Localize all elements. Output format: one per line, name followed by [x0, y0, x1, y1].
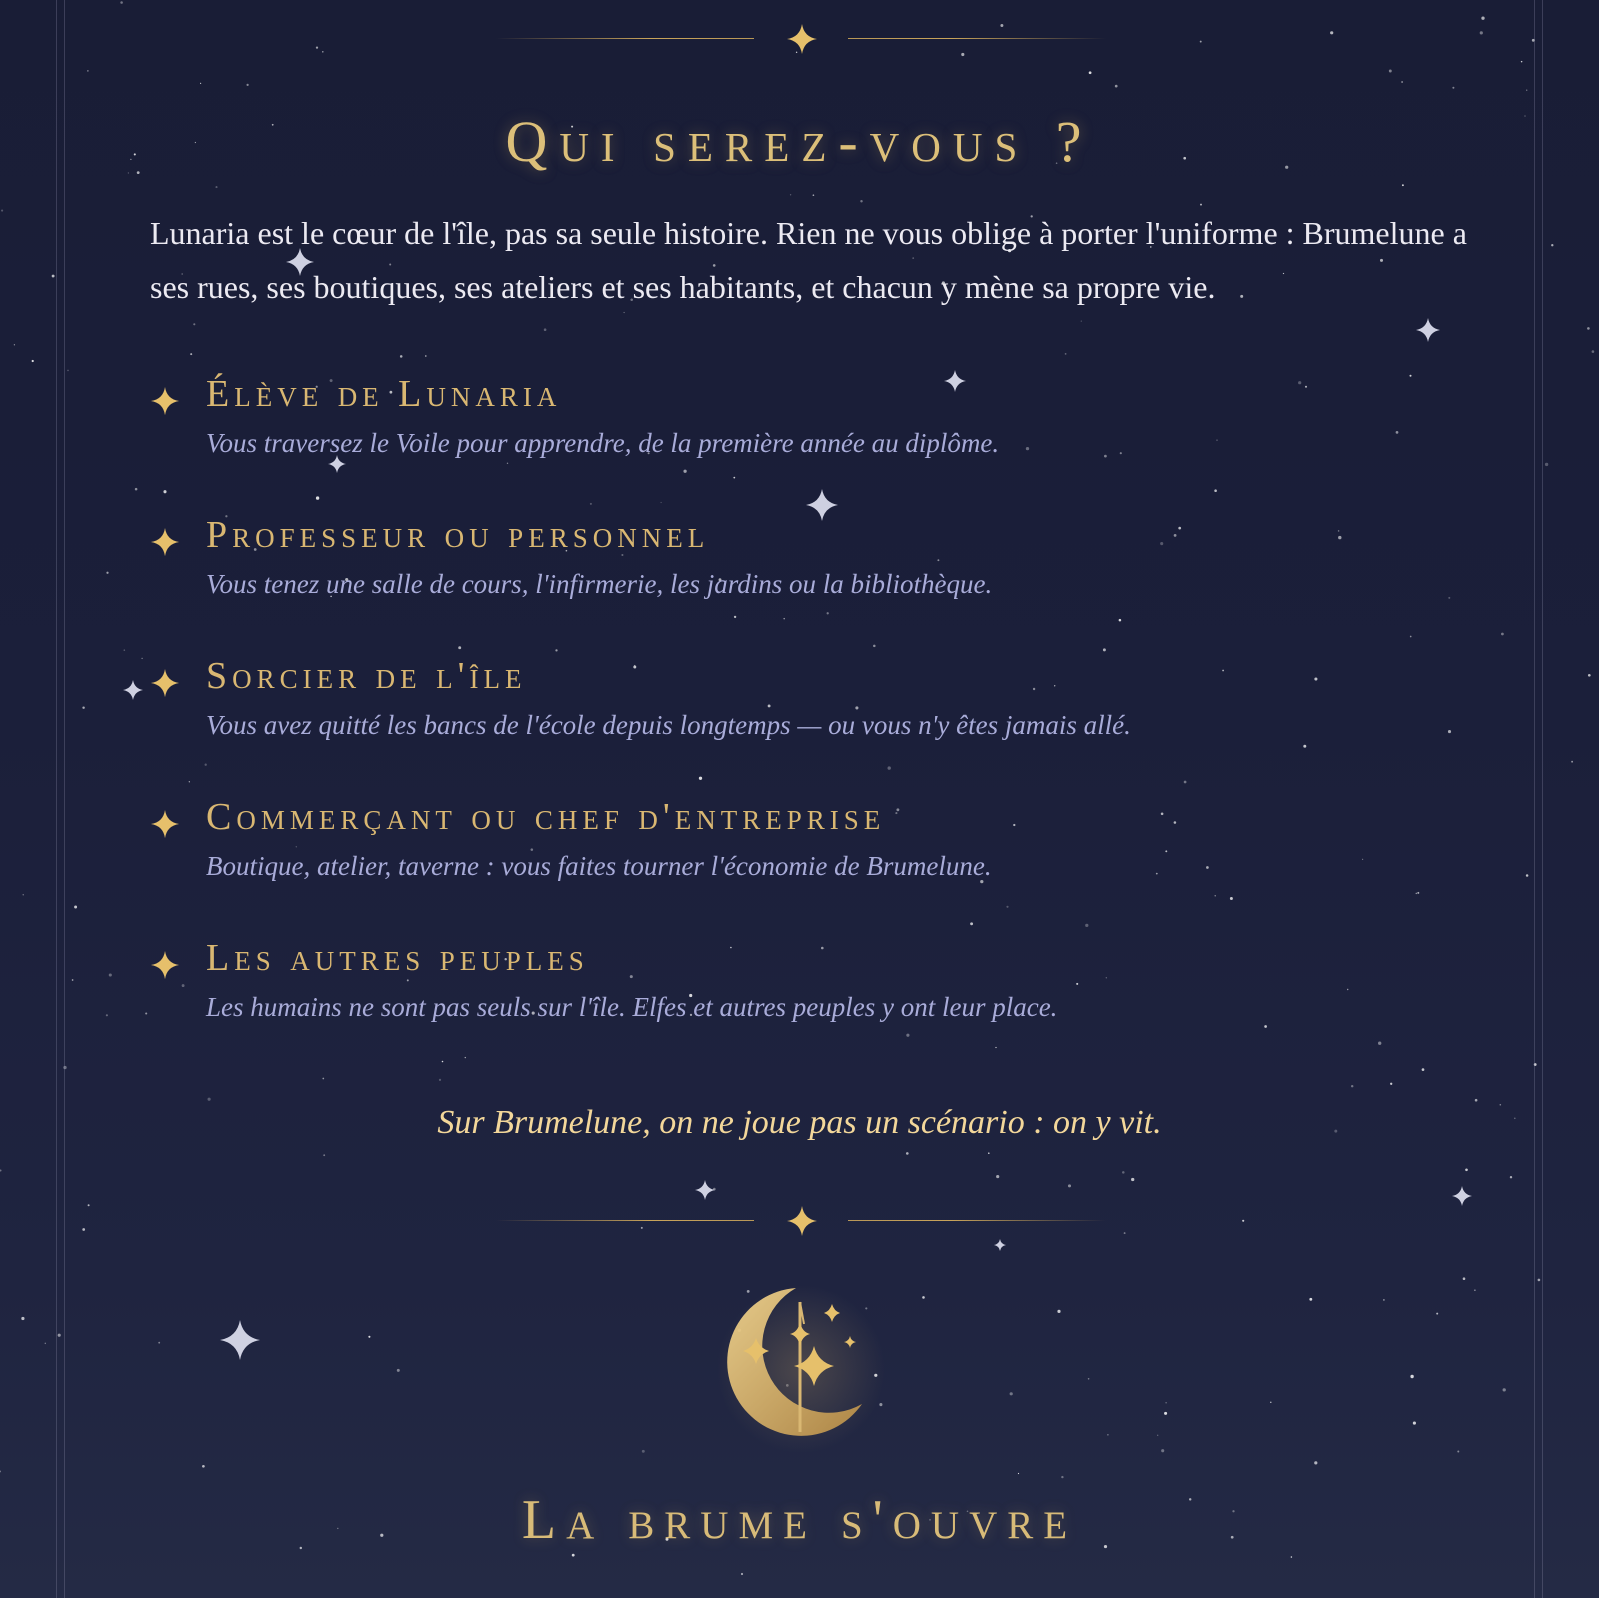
closing-quote: Sur Brumelune, on ne joue pas un scénario : on y vit.	[437, 1104, 1162, 1141]
section-title: Qui serez-vous ?	[505, 109, 1094, 174]
frame-border-left	[56, 0, 57, 1598]
four-point-star-icon	[150, 527, 180, 557]
roles-list	[150, 372, 1430, 1077]
role-title: Commerçant ou chef d'entreprise	[206, 796, 886, 838]
role-description: Vous tenez une salle de cours, l'infirmerie, les jardins ou la bibliothèque.	[206, 569, 993, 599]
four-point-star-icon	[150, 950, 180, 980]
bottom-divider	[496, 1201, 1106, 1241]
list-item	[150, 513, 1430, 654]
frame-border-right	[1542, 0, 1543, 1598]
intro-paragraph: Lunaria est le cœur de l'île, pas sa seule histoire. Rien ne vous oblige à porter l'uniforme : Brumelune a ses rues, ses boutiques, ses ateliers et ses habitants, et chacun y mène sa propre vie.	[150, 215, 1467, 305]
footer-title: La brume s'ouvre	[521, 1489, 1078, 1551]
top-divider	[496, 19, 1106, 59]
list-item	[150, 654, 1430, 795]
role-description: Les humains ne sont pas seuls sur l'île. Elfes et autres peuples y ont leur place.	[206, 992, 1058, 1022]
list-item	[150, 795, 1430, 936]
list-item	[150, 372, 1430, 513]
role-title: Les autres peuples	[206, 937, 589, 979]
four-point-star-icon	[150, 386, 180, 416]
frame-border-right-inner	[1534, 0, 1535, 1598]
role-title: Sorcier de l'île	[206, 655, 527, 697]
four-point-star-icon	[150, 668, 180, 698]
list-item	[150, 936, 1430, 1077]
frame-border-left-inner	[64, 0, 65, 1598]
role-title: Élève de Lunaria	[206, 373, 562, 415]
crescent-moon-tower-stars-logo	[716, 1284, 886, 1454]
role-title: Professeur ou personnel	[206, 514, 710, 556]
four-point-star-icon	[786, 23, 818, 55]
role-description: Vous traversez le Voile pour apprendre, de la première année au diplôme.	[206, 428, 1000, 458]
role-description: Vous avez quitté les bancs de l'école depuis longtemps — ou vous n'y êtes jamais allé.	[206, 710, 1131, 740]
role-description: Boutique, atelier, taverne : vous faites tourner l'économie de Brumelune.	[206, 851, 992, 881]
four-point-star-icon	[786, 1205, 818, 1237]
four-point-star-icon	[150, 809, 180, 839]
